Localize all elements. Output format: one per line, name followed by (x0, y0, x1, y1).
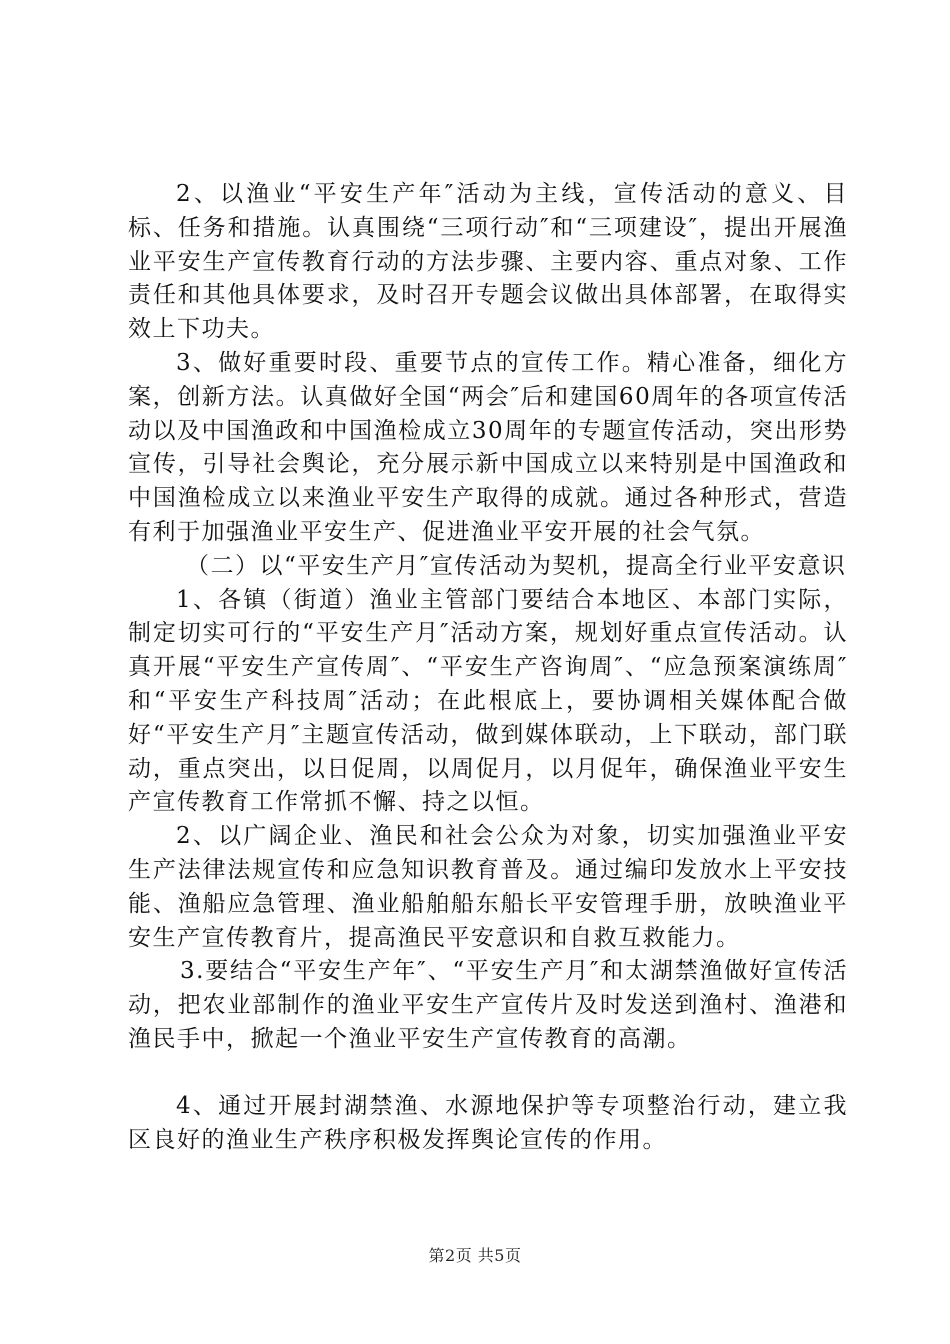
paragraph-item-1-town-plans: 1、各镇（街道）渔业主管部门要结合本地区、本部门实际，制定切实可行的“平安生产月″活动方案，规划好重点宣传活动。认真开展“平安生产宣传周″、“平安生产咨询周″、“应急预案演练周″和“平安生产科技周″活动；在此根底上，要协调相关媒体配合做好“平安生产月″主题宣传活动，做到媒体联动，上下联动，部门联动，重点突出，以日促周，以周促月，以月促年，确保渔业平安生产宣传教育工作常抓不懈、持之以恒。 (128, 586, 848, 816)
page-number-footer: 第2页 共5页 (428, 1246, 522, 1265)
paragraph-item-2-public-education: 2、以广阔企业、渔民和社会公众为对象，切实加强渔业平安生产法律法规宣传和应急知识教育普及。通过编印发放水上平安技能、渔船应急管理、渔业船舶船东船长平安管理手册，放映渔业平安生产宣传教育片，提高渔民平安意识和自救互救能力。 (128, 823, 848, 951)
paragraph-item-4-special-rectification: 4、通过开展封湖禁渔、水源地保护等专项整治行动，建立我区良好的渔业生产秩序积极发挥舆论宣传的作用。 (128, 1092, 848, 1153)
paragraph-item-3-taihu-fishing-ban: 3.要结合“平安生产年″、“平安生产月″和太湖禁渔做好宣传活动，把农业部制作的渔业平安生产宣传片及时发送到渔村、渔港和渔民手中，掀起一个渔业平安生产宣传教育的高潮。 (128, 958, 848, 1052)
paragraph-item-3-key-periods: 3、做好重要时段、重要节点的宣传工作。精心准备，细化方案，创新方法。认真做好全国“两会″后和建国60周年的各项宣传活动以及中国渔政和中国渔检成立30周年的专题宣传活动，突出形势宣传，引导社会舆论，充分展示新中国成立以来特别是中国渔政和中国渔检成立以来渔业平安生产取得的成就。通过各种形式，营造有利于加强渔业平安生产、促进渔业平安开展的社会气氛。 (128, 349, 848, 545)
paragraph-item-2-safety-year: 2、以渔业“平安生产年″活动为主线，宣传活动的意义、目标、任务和措施。认真围绕“三项行动″和“三项建设″，提出开展渔业平安生产宣传教育行动的方法步骤、主要内容、重点对象、工作责任和其他具体要求，及时召开专题会议做出具体部署，在取得实效上下功夫。 (128, 181, 848, 343)
section-heading-safety-month: （二）以“平安生产月″宣传活动为契机，提高全行业平安意识 (186, 552, 847, 579)
document-body (128, 178, 848, 1157)
